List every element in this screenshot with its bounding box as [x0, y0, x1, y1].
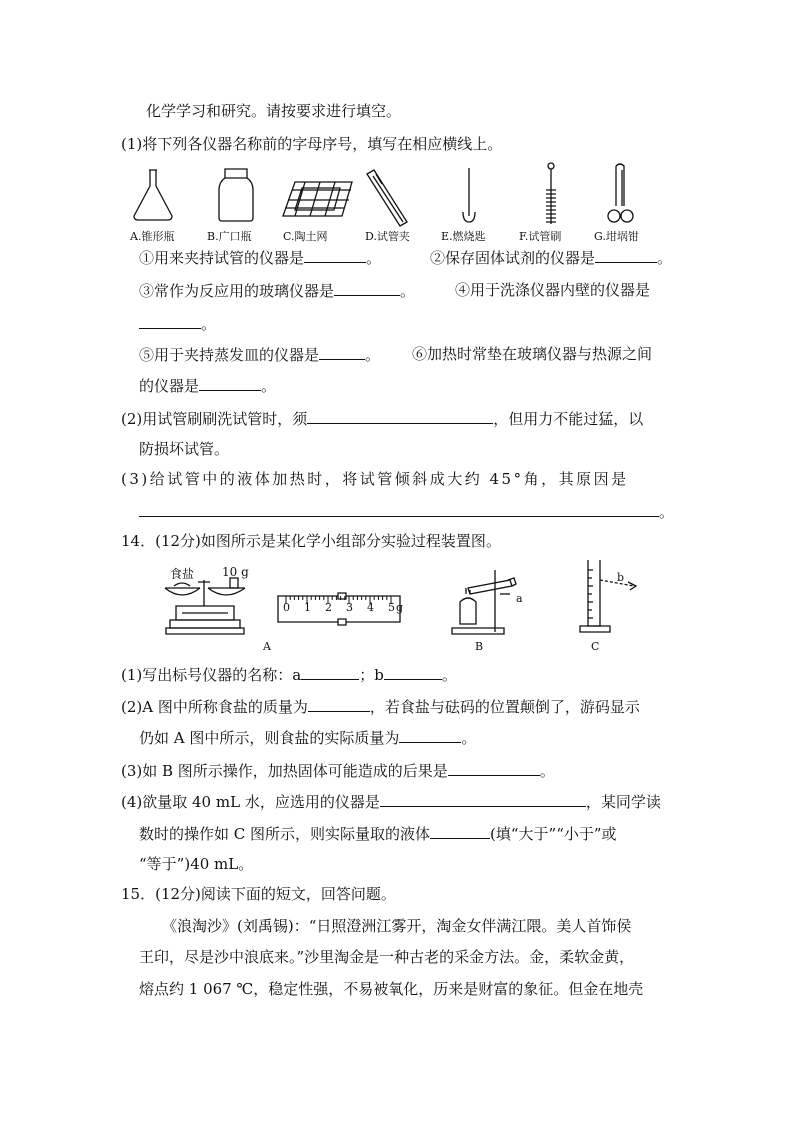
instrument-label-b: b [617, 571, 625, 584]
answer-blank-p1b[interactable] [384, 663, 442, 680]
answer-blank-3[interactable] [334, 279, 400, 296]
ruler-tick-label: 0 [283, 601, 290, 614]
sub-question-6-cont: 的仪器是 。 [139, 374, 276, 397]
apparatus-row-figure [120, 160, 680, 230]
reading-line-2: 王印，尽是沙中浪底来。”沙里淘金是一种古老的采金方法。金，柔软金黄， [139, 948, 635, 966]
salt-label: 食盐 [170, 567, 195, 581]
p4-line-cont2: “等于”)40 mL。 [139, 855, 254, 873]
figure-caption-a: A [263, 640, 271, 653]
p3-line: (3)如 B 图所示操作，加热固体可能造成的后果是 。 [121, 759, 555, 782]
p4-line: (4)欲量取 40 mL 水，应选用的仪器是 ，某同学读 [121, 790, 661, 813]
wide-mouth-bottle-icon [219, 169, 253, 221]
ruler-tick-label: 5 [388, 601, 395, 614]
sub-question-2: ②保存固体试剂的仪器是 。 [430, 246, 672, 269]
q3-line-cont: 。 [139, 500, 674, 523]
q15-title: 15．(12分)阅读下面的短文，回答问题。 [121, 885, 396, 903]
reading-line-3: 熔点约 1 067 ℃，稳定性强，不易被氧化，历来是财富的象征。但金在地壳 [139, 980, 644, 998]
answer-blank-p2b[interactable] [399, 726, 461, 743]
p2-line: (2)A 图中所称食盐的质量为 ，若食盐与砝码的位置颠倒了，游码显示 [121, 695, 640, 718]
answer-blank-q2[interactable] [307, 407, 493, 424]
apparatus-label-a: A.锥形瓶 [130, 230, 175, 243]
answer-blank-4[interactable] [139, 312, 201, 329]
q3-line: (3)给试管中的液体加热时，将试管倾斜成大约 45°角，其原因是 [121, 470, 629, 488]
instrument-label-a: a [516, 592, 523, 605]
sub-question-4: ④用于洗涤仪器内壁的仪器是 [455, 281, 651, 299]
test-tube-brush-icon [546, 163, 556, 224]
answer-blank-p3[interactable] [448, 759, 540, 776]
p1-line: (1)写出标号仪器的名称：a ；b 。 [121, 663, 457, 686]
q1-title: (1)将下列各仪器名称前的字母序号，填写在相应横线上。 [121, 135, 503, 153]
apparatus-label-e: E.燃烧匙 [441, 230, 486, 243]
figure-caption-c: C [591, 640, 600, 653]
apparatus-label-g: G.坩埚钳 [594, 230, 639, 243]
answer-blank-p1a[interactable] [301, 663, 359, 680]
sub-question-3: ③常作为反应用的玻璃仪器是 。 [139, 279, 415, 302]
ruler-tick-label: 2 [325, 601, 332, 614]
p4-line-cont: 数时的操作如 C 图所示，则实际量取的液体 (填“大于”“小于”或 [139, 822, 617, 845]
answer-blank-6[interactable] [199, 374, 261, 391]
ceramic-gauze-icon [283, 182, 352, 216]
ruler-tick-label: 3 [346, 601, 353, 614]
answer-blank-1[interactable] [304, 246, 366, 263]
sub-question-4-cont: 。 [139, 312, 216, 335]
crucible-tongs-icon [608, 164, 633, 222]
rider-ruler-figure [276, 592, 406, 626]
q2-line: (2)用试管刷刷洗试管时，须 ，但用力不能过猛，以 [121, 407, 643, 430]
answer-blank-q3[interactable] [139, 500, 659, 517]
ruler-tick-label: 4 [367, 601, 374, 614]
combustion-spoon-icon [463, 168, 475, 222]
graduated-cylinder-figure [578, 556, 648, 638]
sub-question-6: ⑥加热时常垫在玻璃仪器与热源之间 [412, 345, 653, 363]
intro-line: 化学学习和研究。请按要求进行填空。 [146, 102, 402, 120]
q14-title: 14．(12分)如图所示是某化学小组部分实验过程装置图。 [121, 532, 501, 550]
p2-line-cont: 仍如 A 图中所示，则食盐的实际质量为 。 [139, 726, 476, 749]
answer-blank-p4a[interactable] [380, 790, 586, 807]
reading-line-1: 《浪淘沙》(刘禹锡)：“日照澄洲江雾开，淘金女伴满江隈。美人首饰侯 [162, 917, 632, 935]
test-tube-holder-icon [367, 170, 407, 226]
ruler-tick-label: 1 [304, 601, 311, 614]
apparatus-label-b: B.广口瓶 [207, 230, 252, 243]
ruler-unit-label: g [396, 601, 404, 614]
apparatus-label-c: C.陶土网 [283, 230, 328, 243]
answer-blank-5[interactable] [319, 343, 365, 360]
answer-blank-p2a[interactable] [308, 695, 370, 712]
figure-caption-b: B [475, 640, 484, 653]
q2-line-cont: 防损坏试管。 [139, 440, 230, 458]
sub-question-1-2: ①用来夹持试管的仪器是 。 [139, 246, 381, 269]
apparatus-label-f: F.试管刷 [519, 230, 562, 243]
answer-blank-p4b[interactable] [430, 822, 490, 839]
weight-label: 10 g [222, 565, 249, 579]
sub-question-5: ⑤用于夹持蒸发皿的仪器是 。 [139, 343, 380, 366]
conical-flask-icon [134, 170, 172, 220]
apparatus-label-d: D.试管夹 [365, 230, 410, 243]
heating-apparatus-figure [448, 566, 538, 638]
answer-blank-2[interactable] [595, 246, 657, 263]
